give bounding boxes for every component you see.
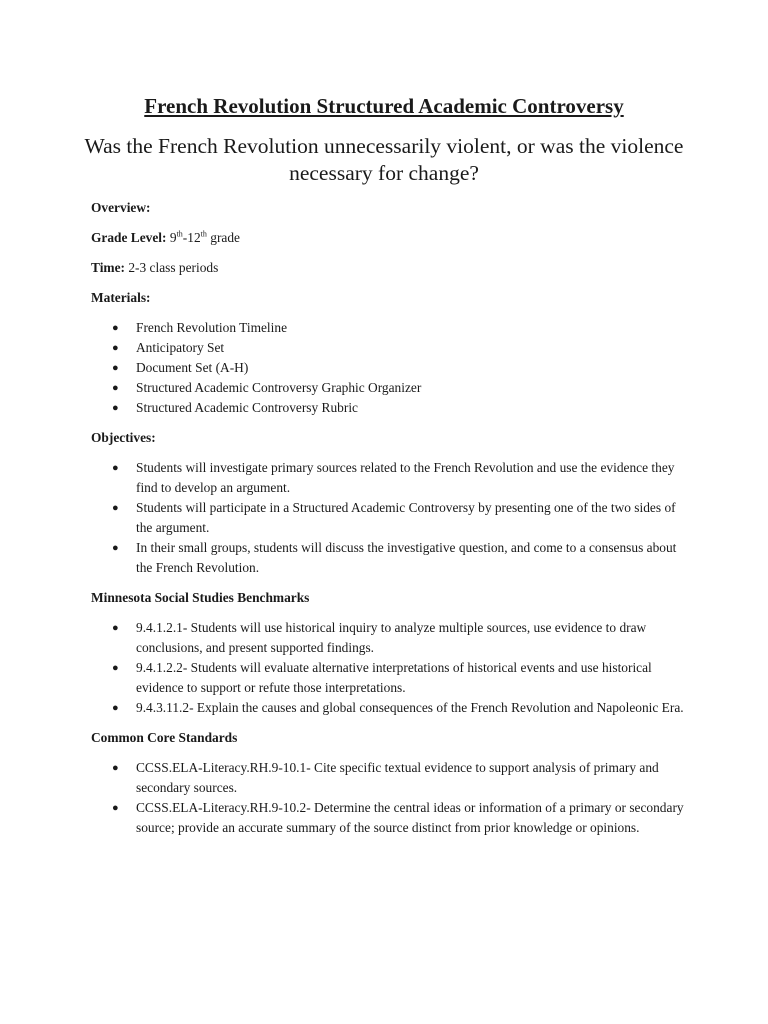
list-item-text: 9.4.1.2.2- Students will evaluate alternative interpretations of historical events and use historical evidence to support or refute those interpretations. xyxy=(136,660,652,695)
document-title: French Revolution Structured Academic Controversy xyxy=(144,94,624,118)
time-line xyxy=(91,258,691,278)
time-value: 2-3 class periods xyxy=(128,260,219,275)
list-item xyxy=(91,698,691,718)
list-item-text: Students will investigate primary sources related to the French Revolution and use the evidence they find to develop an argument. xyxy=(136,460,675,495)
list-item xyxy=(91,798,691,838)
overview-label: Overview: xyxy=(91,200,151,215)
common-core-heading: Common Core Standards xyxy=(91,730,238,745)
grade-level-line xyxy=(91,228,691,248)
document-body xyxy=(91,198,691,848)
bullet-icon: ● xyxy=(112,362,119,374)
list-item-text: Structured Academic Controversy Rubric xyxy=(136,400,359,415)
bullet-icon: ● xyxy=(112,702,119,714)
bullet-icon: ● xyxy=(112,322,119,334)
list-item xyxy=(91,758,691,798)
list-item-text: CCSS.ELA-Literacy.RH.9-10.1- Cite specific textual evidence to support analysis of primary and secondary sources. xyxy=(136,760,659,795)
bullet-icon: ● xyxy=(112,502,119,514)
list-item xyxy=(91,338,691,358)
overview-line xyxy=(91,198,691,218)
list-item xyxy=(91,358,691,378)
bullet-icon: ● xyxy=(112,342,119,354)
list-item xyxy=(91,458,691,498)
bullet-icon: ● xyxy=(112,402,119,414)
list-item xyxy=(91,398,691,418)
grade-start-sup: th xyxy=(176,229,183,239)
objectives-heading: Objectives: xyxy=(91,430,156,445)
bullet-icon: ● xyxy=(112,762,119,774)
list-item-text: CCSS.ELA-Literacy.RH.9-10.2- Determine the central ideas or information of a primary or secondary source; provide an accurate summary of the source distinct from prior knowledge or opinions. xyxy=(136,800,684,835)
list-item-text: Students will participate in a Structured Academic Controversy by presenting one of the two sides of the argument. xyxy=(136,500,676,535)
list-item-text: Anticipatory Set xyxy=(136,340,225,355)
bullet-icon: ● xyxy=(112,802,119,814)
list-item xyxy=(91,538,691,578)
list-item xyxy=(91,618,691,658)
time-label: Time: xyxy=(91,260,125,275)
bullet-icon: ● xyxy=(112,662,119,674)
list-item-text: Structured Academic Controversy Graphic Organizer xyxy=(136,380,422,395)
investigative-question: Was the French Revolution unnecessarily violent, or was the violence necessary for change? xyxy=(84,134,684,185)
list-item xyxy=(91,318,691,338)
grade-level-label: Grade Level: xyxy=(91,230,167,245)
list-item-text: Document Set (A-H) xyxy=(136,360,249,375)
list-item-text: French Revolution Timeline xyxy=(136,320,288,335)
list-item xyxy=(91,658,691,698)
list-item-text: 9.4.3.11.2- Explain the causes and global consequences of the French Revolution and Napoleonic Era. xyxy=(136,700,684,715)
bullet-icon: ● xyxy=(112,542,119,554)
benchmarks-list xyxy=(91,618,691,718)
benchmarks-heading: Minnesota Social Studies Benchmarks xyxy=(91,590,310,605)
grade-start: 9 xyxy=(169,230,177,245)
grade-suffix: grade xyxy=(210,230,240,245)
materials-heading: Materials: xyxy=(91,290,151,305)
materials-list xyxy=(91,318,691,418)
bullet-icon: ● xyxy=(112,462,119,474)
grade-level-value xyxy=(170,230,240,245)
grade-end-sup: th xyxy=(200,229,207,239)
list-item-text: In their small groups, students will discuss the investigative question, and come to a consensus about the French Revolution. xyxy=(136,540,677,575)
bullet-icon: ● xyxy=(112,622,119,634)
common-core-list xyxy=(91,758,691,838)
list-item-text: 9.4.1.2.1- Students will use historical inquiry to analyze multiple sources, use evidence to draw conclusions, and present supported findings. xyxy=(136,620,647,655)
objectives-list xyxy=(91,458,691,578)
grade-dash: -12 xyxy=(182,230,201,245)
list-item xyxy=(91,378,691,398)
bullet-icon: ● xyxy=(112,382,119,394)
list-item xyxy=(91,498,691,538)
